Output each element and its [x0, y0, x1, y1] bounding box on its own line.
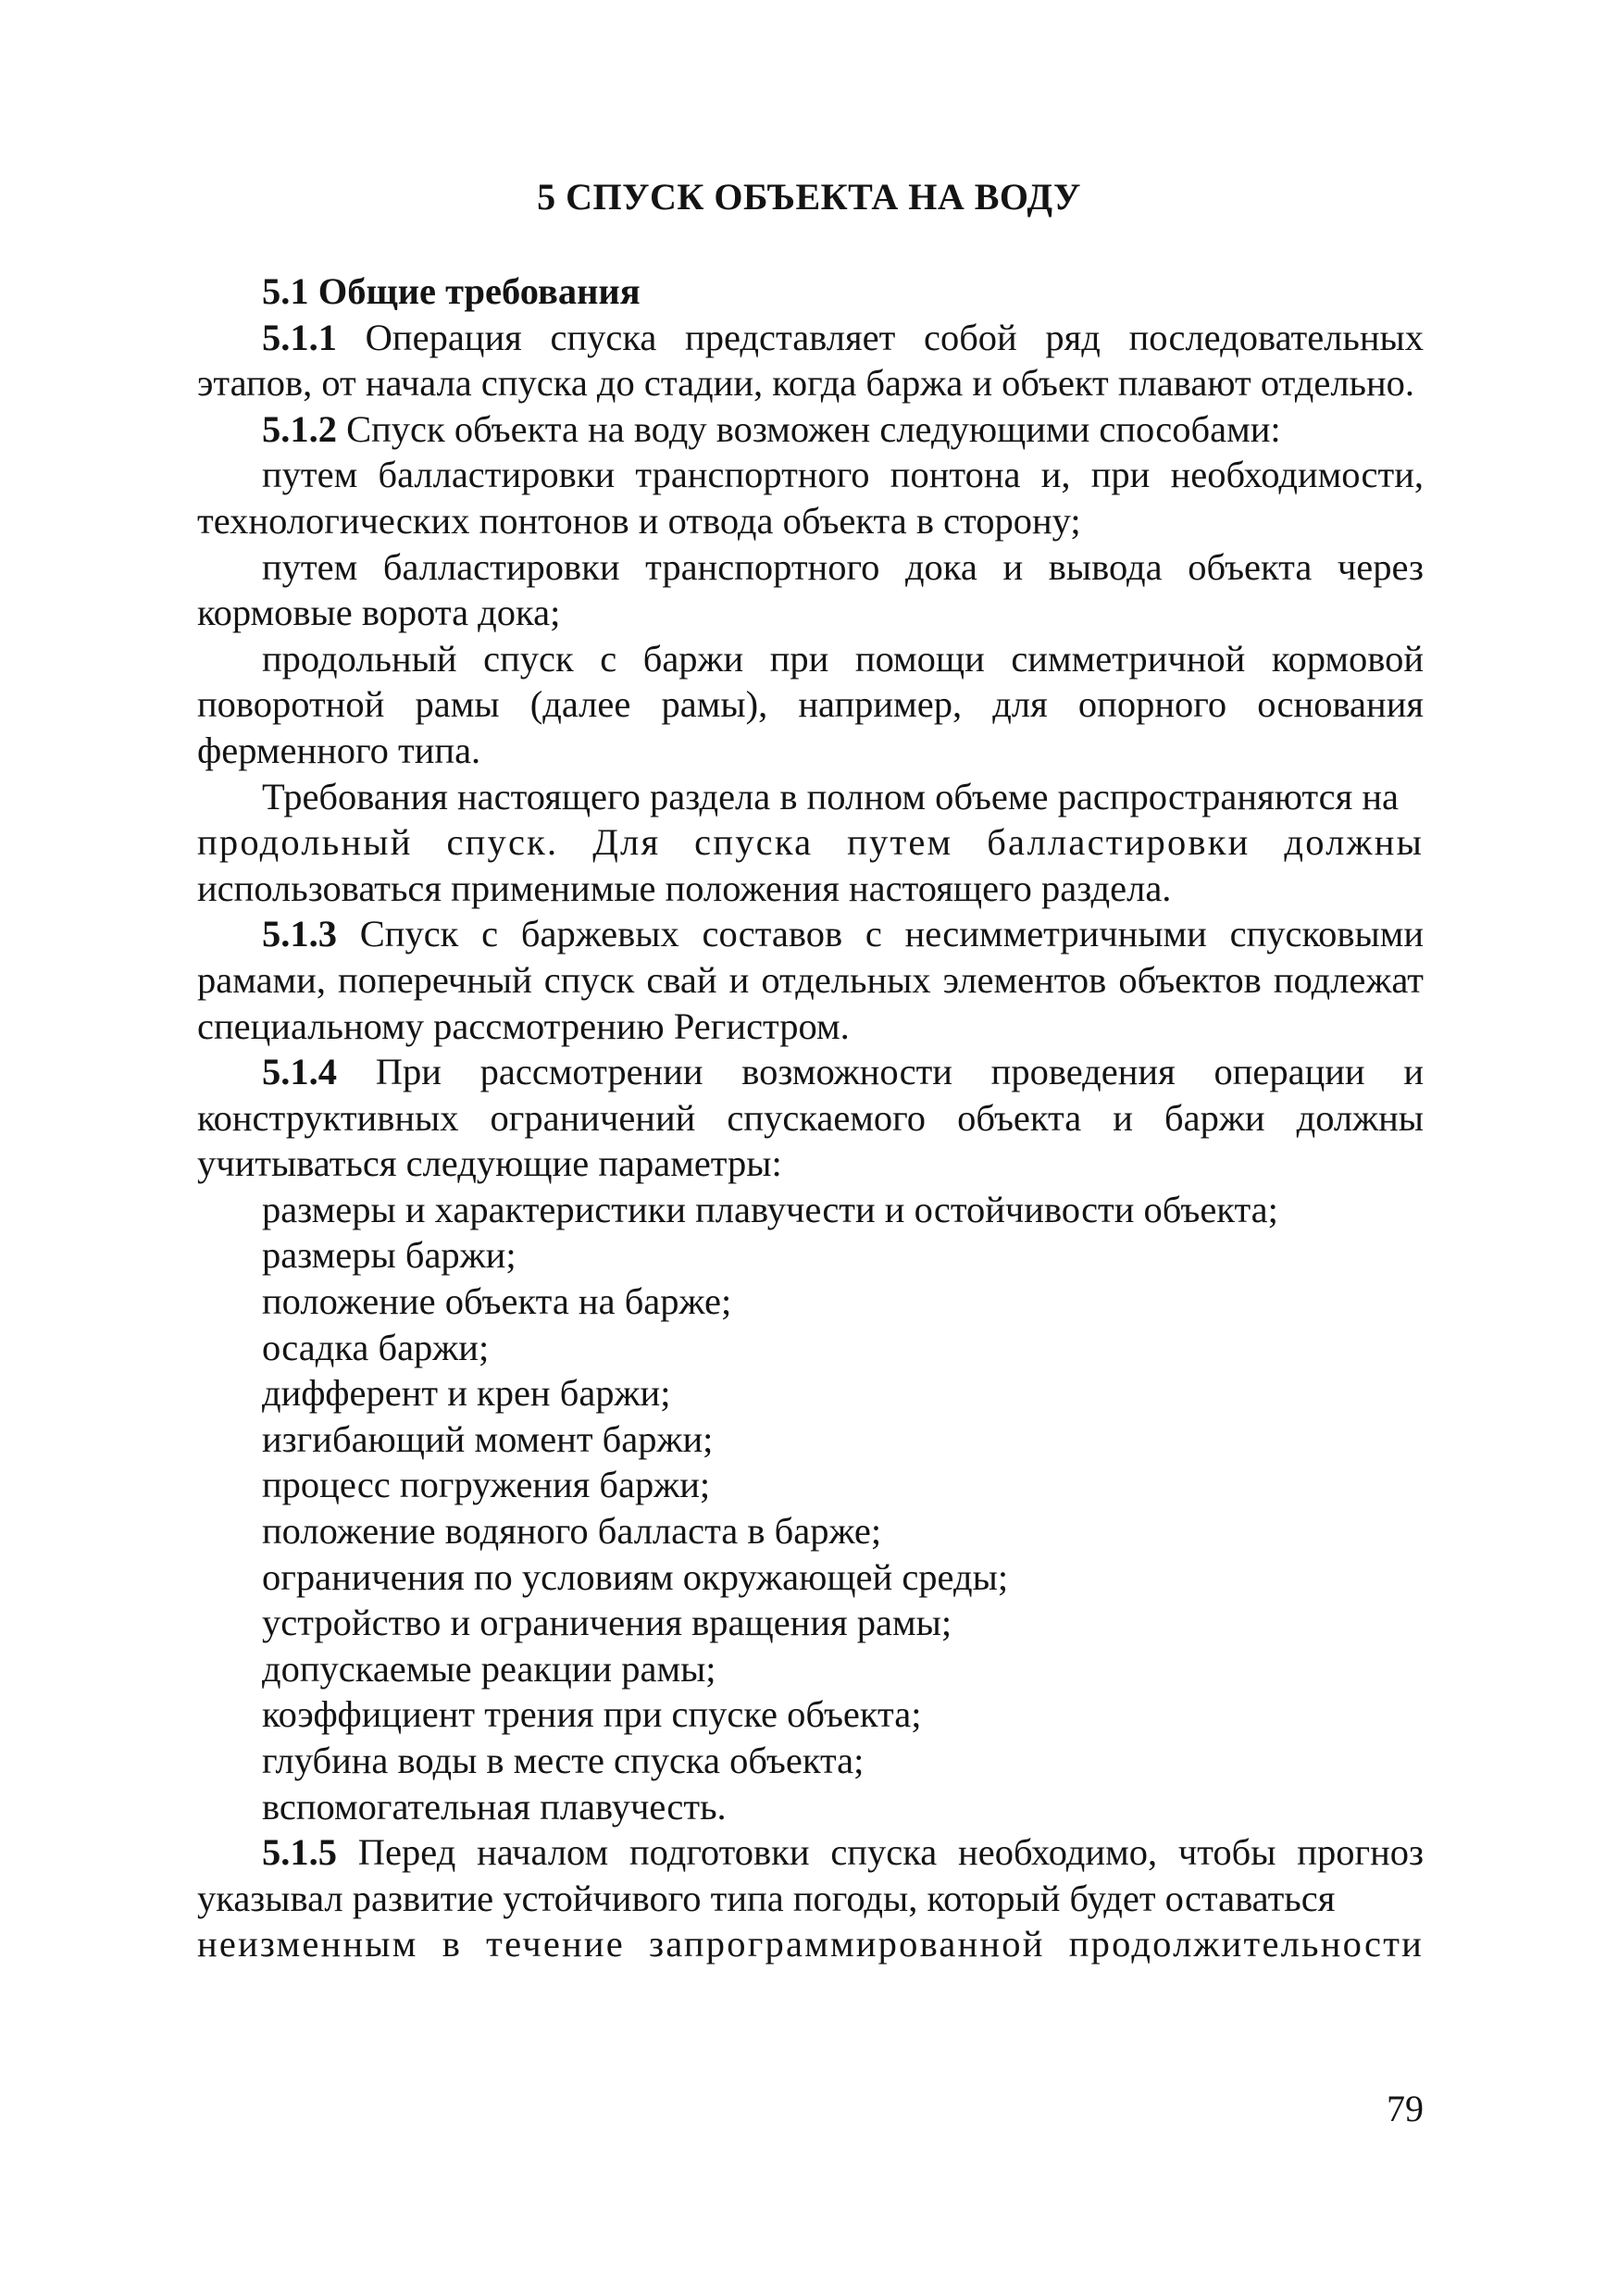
method-item: путем балластировки транспортного понтона и, при необходимости, технологических понтонов и отвода объекта в сторону; [197, 454, 1424, 542]
paragraph-5-1-2 [197, 406, 1424, 453]
parameter-item: допускаемые реакции рамы; [262, 1647, 716, 1690]
method-item: путем балластировки транспортного дока и вывода объекта через кормовые ворота дока; [197, 545, 1424, 634]
clause-number: 5.1.5 [262, 1831, 337, 1874]
clause-text: Операция спуска представляет собой ряд последовательных этапов, от начала спуска до стадии, когда баржа и объект плавают отдельно. [197, 316, 1424, 405]
method-item: продольный спуск с баржи при помощи симметричной кормовой поворотной рамы (далее рамы), например, для опорного основания ферменного типа. [197, 637, 1424, 771]
clause-number: 5.1.3 [262, 913, 337, 955]
parameter-item: размеры баржи; [262, 1234, 517, 1277]
parameter-item: коэффициент трения при спуске объекта; [262, 1693, 922, 1736]
parameter-item: размеры и характеристики плавучести и остойчивости объекта; [262, 1188, 1278, 1230]
paragraph-5-1-5 [197, 1829, 1424, 1921]
parameter-item: положение объекта на барже; [262, 1280, 732, 1323]
parameter-item: положение водяного балласта в барже; [262, 1510, 882, 1553]
clause-text: Спуск объекта на воду возможен следующими способами: [337, 407, 1281, 450]
body-text [197, 268, 1424, 1967]
paragraph-5-1-3 [197, 911, 1424, 1049]
clause-text: При рассмотрении возможности проведения операции и конструктивных ограничений спускаемого объекта и баржи должны учитываться следующие параметры: [197, 1051, 1424, 1185]
parameter-item: процесс погружения баржи; [262, 1464, 711, 1506]
clause-number: 5.1.2 [262, 407, 337, 450]
clause-text: Перед началом подготовки спуска необходимо, чтобы прогноз указывал развитие устойчивого типа погоды, который будет оставаться [197, 1831, 1424, 1919]
subsection-title: 5.1 Общие требования [262, 270, 641, 312]
parameter-item: ограничения по условиям окружающей среды; [262, 1555, 1009, 1598]
section-title: 5 СПУСК ОБЪЕКТА НА ВОДУ [537, 176, 1081, 218]
clause-text: Спуск с баржевых составов с несимметричными спусковыми рамами, поперечный спуск свай и отдельных элементов объектов подлежат специальному рассмотрению Регистром. [197, 913, 1424, 1047]
clause-number: 5.1.1 [262, 316, 337, 358]
parameter-item: дифферент и крен баржи; [262, 1372, 671, 1415]
page-number: 79 [1387, 2088, 1424, 2129]
parameter-item: глубина воды в месте спуска объекта; [262, 1740, 865, 1781]
paragraph-5-1-4 [197, 1049, 1424, 1187]
clause-number: 5.1.4 [262, 1051, 337, 1093]
parameter-item: изгибающий момент баржи; [262, 1417, 714, 1460]
paragraph-5-1-1 [197, 315, 1424, 406]
parameter-item: вспомогательная плавучесть. [262, 1785, 727, 1828]
requirements-line-1: Требования настоящего раздела в полном объеме распространяются на [262, 775, 1399, 817]
paragraph-5-1-5-last-line: неизменным в течение запрограммированной продолжительности [197, 1923, 1424, 1965]
requirements-line-2: продольный спуск. Для спуска путем балластировки должны [197, 821, 1424, 864]
requirements-line-3: использоваться применимые положения настоящего раздела. [197, 867, 1172, 909]
parameter-item: осадка баржи; [262, 1326, 490, 1368]
parameter-item: устройство и ограничения вращения рамы; [262, 1602, 952, 1644]
